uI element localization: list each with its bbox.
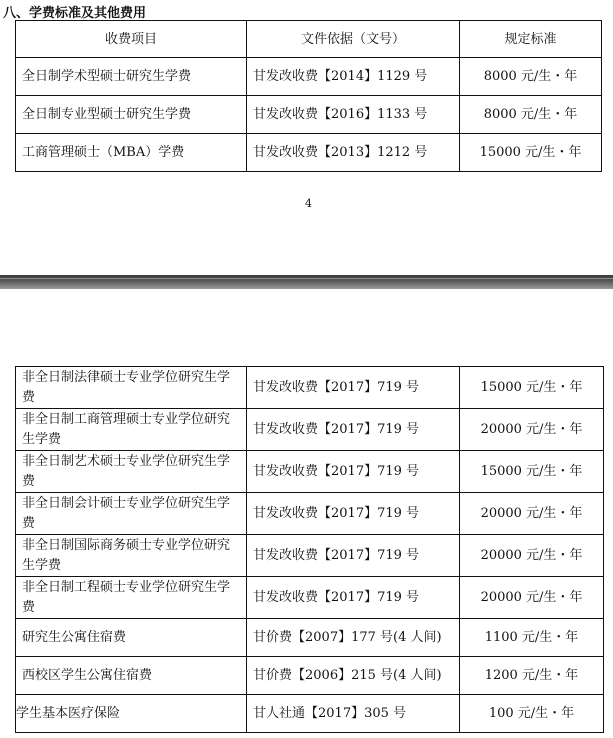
table-row xyxy=(16,695,604,733)
table-row xyxy=(16,577,604,619)
standard-cell: 1100 元/生・年 xyxy=(460,619,604,657)
table-row xyxy=(16,493,604,535)
document-cell: 甘发改收费【2017】719 号 xyxy=(247,493,460,535)
fee-item-cell: 工商管理硕士（MBA）学费 xyxy=(16,134,247,172)
section-title: 八、学费标准及其他费用 xyxy=(3,6,147,21)
fee-item-cell: 全日制学术型硕士研究生学费 xyxy=(16,58,247,96)
standard-cell: 15000 元/生・年 xyxy=(460,451,604,493)
fee-item-cell: 非全日制会计硕士专业学位研究生学费 xyxy=(16,493,247,535)
standard-cell: 20000 元/生・年 xyxy=(460,535,604,577)
fee-item-cell: 学生基本医疗保险 xyxy=(16,695,247,733)
fee-item-cell: 全日制专业型硕士研究生学费 xyxy=(16,96,247,134)
document-cell: 甘人社通【2017】305 号 xyxy=(247,695,460,733)
document-cell: 甘价费【2006】215 号(4 人间) xyxy=(247,657,460,695)
fee-item-cell: 非全日制工程硕士专业学位研究生学费 xyxy=(16,577,247,619)
fee-item-cell: 西校区学生公寓住宿费 xyxy=(16,657,247,695)
table-row xyxy=(16,657,604,695)
document-cell: 甘价费【2007】177 号(4 人间) xyxy=(247,619,460,657)
document-cell: 甘发改收费【2017】719 号 xyxy=(247,367,460,409)
table-row xyxy=(16,96,602,134)
standard-cell: 8000 元/生・年 xyxy=(460,96,602,134)
header-standard: 规定标准 xyxy=(460,21,602,58)
standard-cell: 100 元/生・年 xyxy=(460,695,604,733)
table-row xyxy=(16,409,604,451)
fee-table-top xyxy=(15,20,602,172)
document-cell: 甘发改收费【2014】1129 号 xyxy=(247,58,460,96)
table-row xyxy=(16,535,604,577)
header-document-basis: 文件依据（文号） xyxy=(247,21,460,58)
standard-cell: 20000 元/生・年 xyxy=(460,409,604,451)
standard-cell: 8000 元/生・年 xyxy=(460,58,602,96)
fee-item-cell: 非全日制法律硕士专业学位研究生学费 xyxy=(16,367,247,409)
standard-cell: 15000 元/生・年 xyxy=(460,134,602,172)
standard-cell: 1200 元/生・年 xyxy=(460,657,604,695)
table-row xyxy=(16,134,602,172)
document-cell: 甘发改收费【2017】719 号 xyxy=(247,535,460,577)
standard-cell: 20000 元/生・年 xyxy=(460,577,604,619)
header-fee-item: 收费项目 xyxy=(16,21,247,58)
document-cell: 甘发改收费【2017】719 号 xyxy=(247,577,460,619)
table-row xyxy=(16,58,602,96)
table-header-row xyxy=(16,21,602,58)
document-cell: 甘发改收费【2016】1133 号 xyxy=(247,96,460,134)
fee-item-cell: 非全日制艺术硕士专业学位研究生学费 xyxy=(16,451,247,493)
document-cell: 甘发改收费【2017】719 号 xyxy=(247,409,460,451)
standard-cell: 20000 元/生・年 xyxy=(460,493,604,535)
fee-table-continued xyxy=(15,366,604,733)
document-cell: 甘发改收费【2017】719 号 xyxy=(247,451,460,493)
table-row xyxy=(16,367,604,409)
table-row xyxy=(16,619,604,657)
document-cell: 甘发改收费【2013】1212 号 xyxy=(247,134,460,172)
fee-item-cell: 非全日制国际商务硕士专业学位研究生学费 xyxy=(16,535,247,577)
fee-item-cell: 非全日制工商管理硕士专业学位研究生学费 xyxy=(16,409,247,451)
table-row xyxy=(16,451,604,493)
page-break-divider xyxy=(0,275,613,289)
standard-cell: 15000 元/生・年 xyxy=(460,367,604,409)
page-number: 4 xyxy=(305,197,312,210)
fee-item-cell: 研究生公寓住宿费 xyxy=(16,619,247,657)
